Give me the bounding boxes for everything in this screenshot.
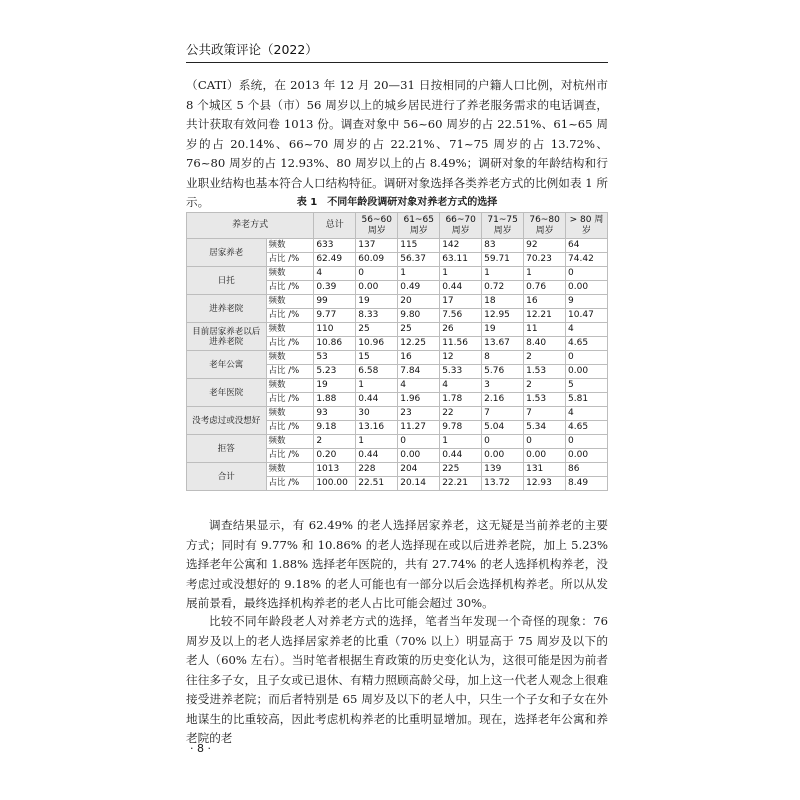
value-cell: 228 <box>356 463 398 477</box>
table-row <box>187 267 608 281</box>
value-cell: 22.21 <box>440 477 482 491</box>
value-cell: 100.00 <box>314 477 356 491</box>
metric-cell: 占比 /% <box>266 421 314 435</box>
value-cell: 0.00 <box>398 449 440 463</box>
value-cell: 204 <box>398 463 440 477</box>
value-cell: 1 <box>440 267 482 281</box>
metric-cell: 占比 /% <box>266 253 314 267</box>
value-cell: 0.76 <box>524 281 566 295</box>
value-cell: 20 <box>398 295 440 309</box>
value-cell: 8.33 <box>356 309 398 323</box>
value-cell: 0 <box>482 435 524 449</box>
value-cell: 12.21 <box>524 309 566 323</box>
value-cell: 4 <box>398 379 440 393</box>
value-cell: 0.72 <box>482 281 524 295</box>
value-cell: 0.00 <box>482 449 524 463</box>
value-cell: 142 <box>440 239 482 253</box>
value-cell: 8.40 <box>524 337 566 351</box>
paragraph-results: 调查结果显示，有 62.49% 的老人选择居家养老，这无疑是当前养老的主要方式；同时有 9.77% 和 10.86% 的老人选择现在或以后进养老院，加上 5.23% 选择老年公寓和 1.88% 选择老年医院的，共有 27.74% 的老人选择机构养老，没考虑过或没想好的 9.18% 的老人可能也有一部分以后会选择机构养老。所以从发展前景看，最终选择机构养老的老人占比可能会超过 30%。 <box>186 518 608 610</box>
page-number: · 8 · <box>190 742 211 755</box>
value-cell: 99 <box>314 295 356 309</box>
header-cell-age-66-70: 66~70 周岁 <box>440 213 482 239</box>
metric-cell: 频数 <box>266 323 314 337</box>
value-cell: 4 <box>440 379 482 393</box>
value-cell: 0.44 <box>440 449 482 463</box>
value-cell: 83 <box>482 239 524 253</box>
value-cell: 5.76 <box>482 365 524 379</box>
metric-cell: 频数 <box>266 239 314 253</box>
value-cell: 9.80 <box>398 309 440 323</box>
metric-cell: 占比 /% <box>266 337 314 351</box>
value-cell: 25 <box>356 323 398 337</box>
value-cell: 19 <box>482 323 524 337</box>
value-cell: 19 <box>356 295 398 309</box>
header-cell-age-76-80: 76~80 周岁 <box>524 213 566 239</box>
value-cell: 5.34 <box>524 421 566 435</box>
value-cell: 633 <box>314 239 356 253</box>
value-cell: 0.44 <box>440 281 482 295</box>
running-header: 公共政策评论（2022） <box>186 42 318 57</box>
value-cell: 1.96 <box>398 393 440 407</box>
header-cell-method: 养老方式 <box>187 213 314 239</box>
value-cell: 115 <box>398 239 440 253</box>
value-cell: 10.86 <box>314 337 356 351</box>
value-cell: 86 <box>566 463 608 477</box>
value-cell: 7 <box>482 407 524 421</box>
value-cell: 0.00 <box>356 281 398 295</box>
value-cell: 0.39 <box>314 281 356 295</box>
metric-cell: 频数 <box>266 463 314 477</box>
category-cell: 居家养老 <box>187 239 267 267</box>
metric-cell: 占比 /% <box>266 449 314 463</box>
metric-cell: 占比 /% <box>266 393 314 407</box>
value-cell: 0 <box>524 435 566 449</box>
value-cell: 1 <box>482 267 524 281</box>
value-cell: 12.95 <box>482 309 524 323</box>
header-rule <box>186 62 608 63</box>
category-cell: 没考虑过或没想好 <box>187 407 267 435</box>
value-cell: 25 <box>398 323 440 337</box>
table-caption: 表 1 不同年龄段调研对象对养老方式的选择 <box>296 197 498 208</box>
value-cell: 5.33 <box>440 365 482 379</box>
value-cell: 5.81 <box>566 393 608 407</box>
value-cell: 0.00 <box>566 449 608 463</box>
metric-cell: 频数 <box>266 407 314 421</box>
value-cell: 9 <box>566 295 608 309</box>
value-cell: 0.49 <box>398 281 440 295</box>
value-cell: 4 <box>566 407 608 421</box>
value-cell: 63.11 <box>440 253 482 267</box>
table-row <box>187 435 608 449</box>
value-cell: 23 <box>398 407 440 421</box>
value-cell: 2 <box>314 435 356 449</box>
value-cell: 20.14 <box>398 477 440 491</box>
metric-cell: 占比 /% <box>266 281 314 295</box>
value-cell: 13.67 <box>482 337 524 351</box>
value-cell: 7 <box>524 407 566 421</box>
value-cell: 15 <box>356 351 398 365</box>
paragraph-intro: （CATI）系统，在 2013 年 12 月 20—31 日按相同的户籍人口比例，对杭州市 8 个城区 5 个县（市）56 周岁以上的城乡居民进行了养老服务需求的电话调查，共计获取有效问卷 1013 份。调查对象中 56~60 周岁的占 22.51%、61~65 周岁的占 20.14%、66~70 周岁的占 22.21%、71~75 周岁的占 13.72%、76~80 周岁的占 12.93%、80 周岁以上的占 8.49%；调研对象的年龄结构和行业职业结构也基本符合人口结构特征。调研对象选择各类养老方式的比例如表 1 所示。 <box>186 78 608 209</box>
value-cell: 8.49 <box>566 477 608 491</box>
value-cell: 59.71 <box>482 253 524 267</box>
value-cell: 4 <box>566 323 608 337</box>
table-row <box>187 351 608 365</box>
category-cell: 拒答 <box>187 435 267 463</box>
value-cell: 5.23 <box>314 365 356 379</box>
header-cell-total: 总计 <box>314 213 356 239</box>
value-cell: 56.37 <box>398 253 440 267</box>
category-cell: 目前居家养老以后进养老院 <box>187 323 267 351</box>
value-cell: 7.56 <box>440 309 482 323</box>
value-cell: 0.44 <box>356 393 398 407</box>
value-cell: 1 <box>356 435 398 449</box>
value-cell: 17 <box>440 295 482 309</box>
value-cell: 22.51 <box>356 477 398 491</box>
value-cell: 11 <box>524 323 566 337</box>
value-cell: 9.78 <box>440 421 482 435</box>
table-header-row <box>187 213 608 239</box>
value-cell: 92 <box>524 239 566 253</box>
value-cell: 2 <box>524 379 566 393</box>
value-cell: 1.53 <box>524 365 566 379</box>
value-cell: 10.96 <box>356 337 398 351</box>
metric-cell: 频数 <box>266 267 314 281</box>
value-cell: 131 <box>524 463 566 477</box>
table-row <box>187 463 608 477</box>
metric-cell: 占比 /% <box>266 365 314 379</box>
metric-cell: 占比 /% <box>266 309 314 323</box>
metric-cell: 频数 <box>266 295 314 309</box>
value-cell: 137 <box>356 239 398 253</box>
value-cell: 1 <box>524 267 566 281</box>
value-cell: 0 <box>398 435 440 449</box>
value-cell: 18 <box>482 295 524 309</box>
header-cell-age-56-60: 56~60 周岁 <box>356 213 398 239</box>
table-row <box>187 407 608 421</box>
value-cell: 4.65 <box>566 337 608 351</box>
header-cell-age-over-80: > 80 周岁 <box>566 213 608 239</box>
value-cell: 1 <box>440 435 482 449</box>
value-cell: 139 <box>482 463 524 477</box>
value-cell: 0 <box>356 267 398 281</box>
value-cell: 5.04 <box>482 421 524 435</box>
value-cell: 0 <box>566 267 608 281</box>
metric-cell: 频数 <box>266 351 314 365</box>
metric-cell: 占比 /% <box>266 477 314 491</box>
value-cell: 74.42 <box>566 253 608 267</box>
value-cell: 16 <box>524 295 566 309</box>
table-row <box>187 239 608 253</box>
value-cell: 4.65 <box>566 421 608 435</box>
value-cell: 0.00 <box>566 365 608 379</box>
paragraph-comparison: 比较不同年龄段老人对养老方式的选择，笔者当年发现一个奇怪的现象：76 周岁及以上的老人选择居家养老的比重（70% 以上）明显高于 75 周岁及以下的老人（60% 左右）。当时笔者根据生育政策的历史变化认为，这很可能是因为前者往往多子女，且子女或已退休、有精力照顾高龄父母，加上这一代老人观念上很难接受进养老院；而后者特别是 65 周岁及以下的老人中，只生一个子女和子女在外地谋生的比重较高，因此考虑机构养老的比重明显增加。现在，选择老年公寓和养老院的老 <box>186 614 608 745</box>
value-cell: 4 <box>314 267 356 281</box>
value-cell: 13.72 <box>482 477 524 491</box>
category-cell: 合计 <box>187 463 267 491</box>
table-body <box>187 239 608 491</box>
table-row <box>187 323 608 337</box>
value-cell: 16 <box>398 351 440 365</box>
value-cell: 3 <box>482 379 524 393</box>
table-row <box>187 295 608 309</box>
value-cell: 26 <box>440 323 482 337</box>
value-cell: 6.58 <box>356 365 398 379</box>
category-cell: 老年公寓 <box>187 351 267 379</box>
value-cell: 9.77 <box>314 309 356 323</box>
value-cell: 11.27 <box>398 421 440 435</box>
metric-cell: 频数 <box>266 379 314 393</box>
value-cell: 19 <box>314 379 356 393</box>
category-cell: 老年医院 <box>187 379 267 407</box>
value-cell: 53 <box>314 351 356 365</box>
value-cell: 12 <box>440 351 482 365</box>
value-cell: 8 <box>482 351 524 365</box>
value-cell: 1.78 <box>440 393 482 407</box>
value-cell: 10.47 <box>566 309 608 323</box>
value-cell: 1 <box>356 379 398 393</box>
value-cell: 7.84 <box>398 365 440 379</box>
value-cell: 0 <box>566 435 608 449</box>
value-cell: 62.49 <box>314 253 356 267</box>
value-cell: 60.09 <box>356 253 398 267</box>
header-cell-age-61-65: 61~65 周岁 <box>398 213 440 239</box>
value-cell: 0 <box>566 351 608 365</box>
category-cell: 日托 <box>187 267 267 295</box>
value-cell: 13.16 <box>356 421 398 435</box>
value-cell: 0.00 <box>566 281 608 295</box>
category-cell: 进养老院 <box>187 295 267 323</box>
value-cell: 70.23 <box>524 253 566 267</box>
value-cell: 225 <box>440 463 482 477</box>
value-cell: 12.25 <box>398 337 440 351</box>
value-cell: 0.20 <box>314 449 356 463</box>
table-row <box>187 379 608 393</box>
header-cell-age-71-75: 71~75 周岁 <box>482 213 524 239</box>
value-cell: 0.00 <box>524 449 566 463</box>
value-cell: 64 <box>566 239 608 253</box>
elder-care-table <box>186 212 608 491</box>
value-cell: 5 <box>566 379 608 393</box>
value-cell: 11.56 <box>440 337 482 351</box>
metric-cell: 频数 <box>266 435 314 449</box>
value-cell: 0.44 <box>356 449 398 463</box>
value-cell: 2 <box>524 351 566 365</box>
value-cell: 2.16 <box>482 393 524 407</box>
value-cell: 1 <box>398 267 440 281</box>
value-cell: 1013 <box>314 463 356 477</box>
value-cell: 12.93 <box>524 477 566 491</box>
value-cell: 1.53 <box>524 393 566 407</box>
value-cell: 93 <box>314 407 356 421</box>
value-cell: 1.88 <box>314 393 356 407</box>
value-cell: 30 <box>356 407 398 421</box>
value-cell: 22 <box>440 407 482 421</box>
value-cell: 9.18 <box>314 421 356 435</box>
value-cell: 110 <box>314 323 356 337</box>
